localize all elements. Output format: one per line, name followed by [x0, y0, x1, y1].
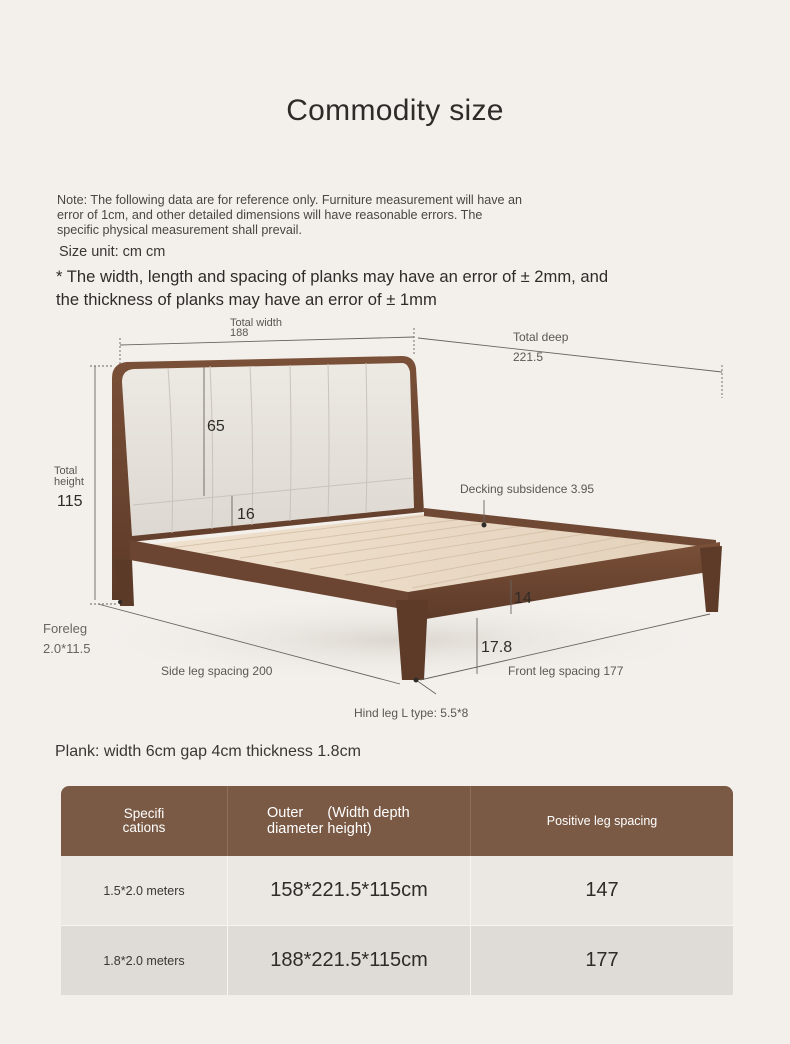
spec-table [61, 786, 733, 996]
size-unit: Size unit: cm cm [59, 244, 166, 260]
plank-spec: Plank: width 6cm gap 4cm thickness 1.8cm [55, 743, 361, 760]
front-leg-spacing: Front leg spacing 177 [508, 664, 624, 678]
headboard-height: 65 [207, 418, 225, 435]
total-deep-value: 221.5 [513, 350, 544, 364]
page-title: Commodity size [286, 94, 504, 127]
table-row [61, 856, 733, 925]
hind-leg-spec: Hind leg L type: 5.5*8 [354, 706, 469, 720]
total-height-label: Total height [54, 465, 84, 488]
rail-height: 14 [514, 590, 532, 607]
row-leg: 177 [585, 949, 619, 971]
row-spec: 1.8*2.0 meters [103, 953, 185, 968]
total-width-value: 188 [230, 327, 249, 339]
row-leg: 147 [585, 879, 619, 901]
side-leg-spacing: Side leg spacing 200 [161, 664, 273, 678]
decking-subsidence: Decking subsidence 3.95 [460, 482, 595, 496]
row-outer: 158*221.5*115cm [270, 879, 428, 901]
row-outer: 188*221.5*115cm [270, 949, 428, 971]
table-header [61, 786, 733, 856]
disclaimer-note: Note: The following data are for reference only. Furniture measurement will have an error of 1cm, and other detailed dimensions will have reasonable errors. The specific physical measurement shall prevail. [57, 193, 523, 237]
header-leg-spacing: Positive leg spacing [546, 814, 658, 828]
foreleg-value: 2.0*11.5 [43, 641, 91, 656]
header-specifications: Specifi cations [122, 806, 166, 835]
header-outer-diameter: Outer diameter (Width depth height) [267, 805, 410, 837]
total-height-value: 115 [57, 493, 83, 510]
table-row [61, 926, 733, 995]
bed-illustration [0, 300, 790, 730]
total-deep-label: Total deep [513, 330, 569, 344]
foreleg-label: Foreleg [43, 621, 88, 636]
total-width-label: Total width [230, 317, 282, 329]
leg-clearance: 17.8 [481, 639, 513, 656]
headboard-gap: 16 [237, 506, 255, 523]
tolerance-note: * The width, length and spacing of planks may have an error of ± 2mm, and the thickness of planks may have an error of ± 1mm [56, 267, 609, 309]
row-spec: 1.5*2.0 meters [103, 883, 185, 898]
